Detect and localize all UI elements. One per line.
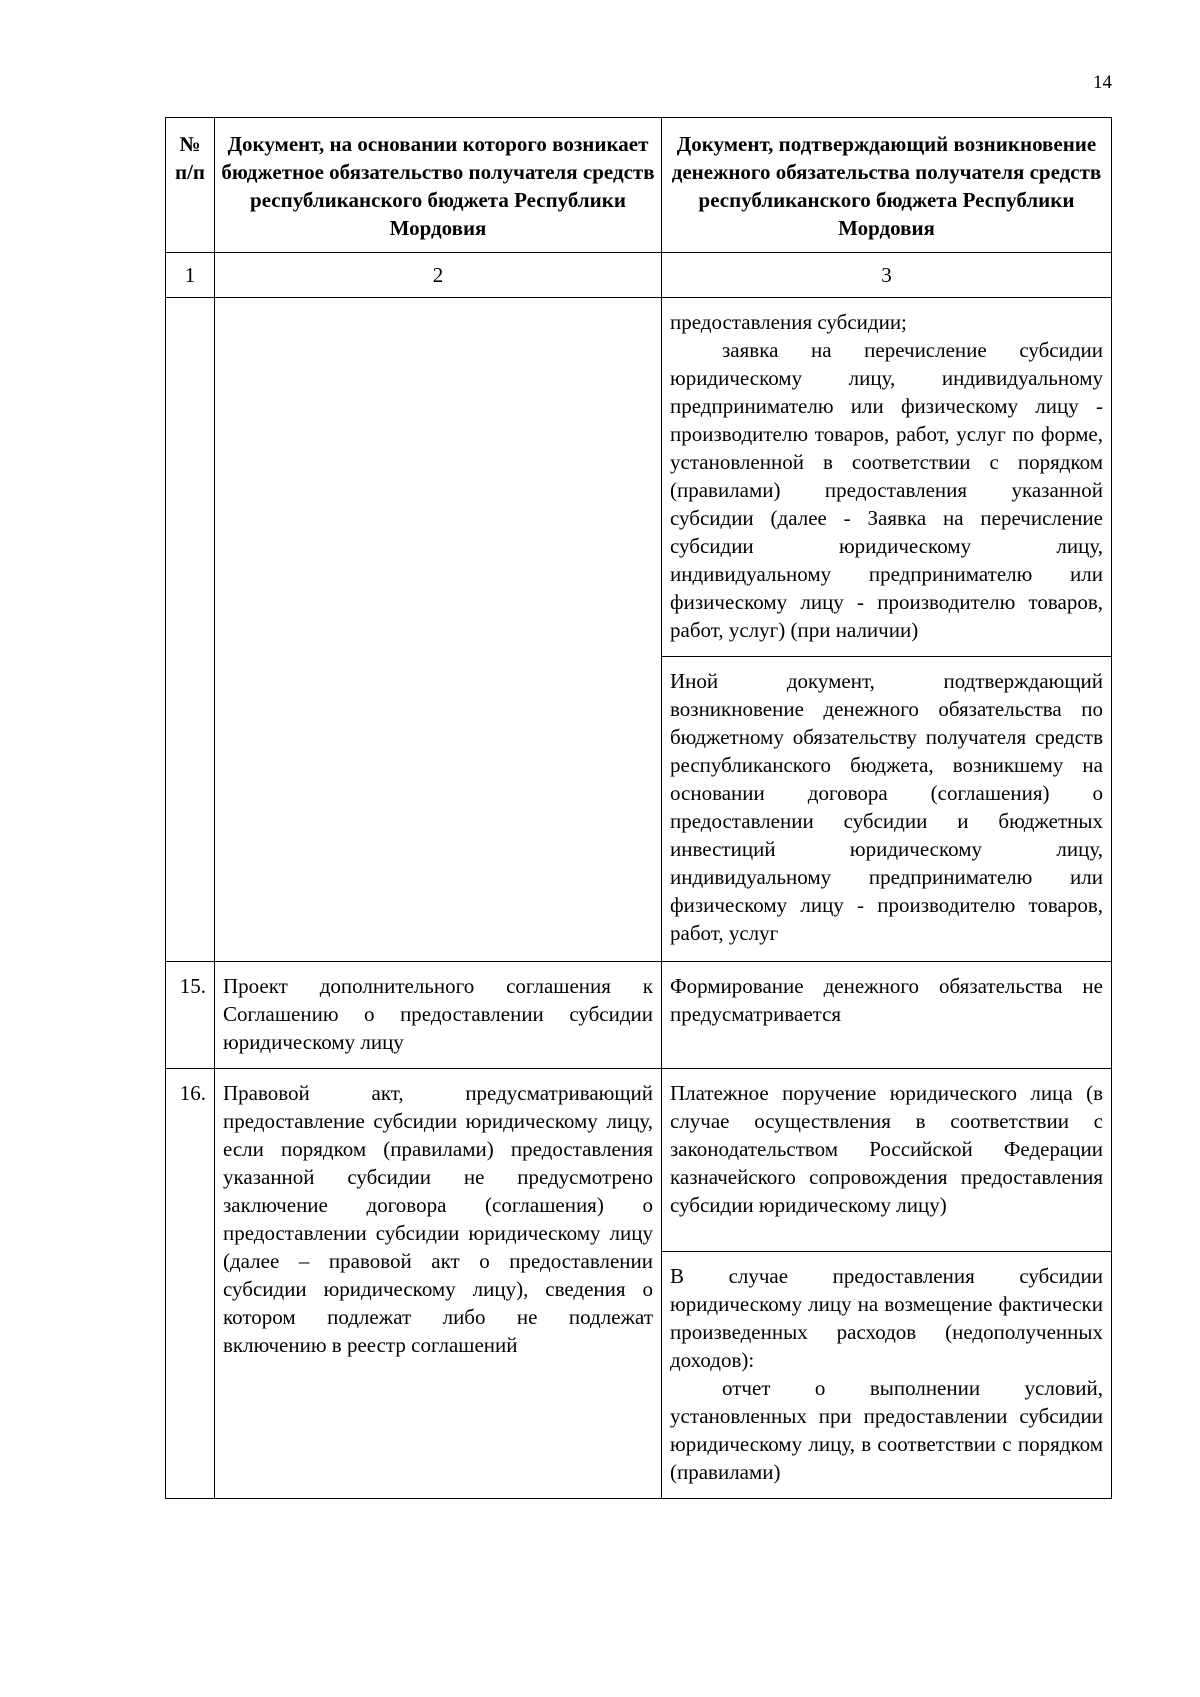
table-row xyxy=(166,298,1112,962)
block-text: предоставления субсидии; xyxy=(670,310,907,334)
document-table xyxy=(165,117,1112,1499)
page-number: 14 xyxy=(1093,72,1112,93)
column-index-2: 2 xyxy=(215,253,662,298)
table-row xyxy=(166,1069,1112,1499)
row-basis-document xyxy=(215,298,662,962)
column-index-row xyxy=(166,253,1112,298)
row-confirming-documents xyxy=(662,1069,1112,1499)
column-index-3: 3 xyxy=(662,253,1112,298)
confirming-document-block xyxy=(662,1069,1111,1252)
confirming-document-block xyxy=(662,657,1111,962)
block-text: Иной документ, подтверждающий возникновение денежного обязательства по бюджетному обязательству получателя средств республиканского бюджета, возникшему на основании договора (соглашения) о предоставлении субсидии и бюджетных инвестиций юридическому лицу, индивидуальному предпринимателю или физическому лицу - производителю товаров, работ, услуг xyxy=(670,669,1103,945)
row-number xyxy=(166,298,215,962)
block-text: отчет о выполнении условий, установленных при предоставлении субсидии юридическому лицу, в соответствии с порядком (правилами) xyxy=(670,1376,1103,1484)
row-confirming-documents xyxy=(662,298,1112,962)
header-monetary-obligation-document: Документ, подтверждающий возникновение денежного обязательства получателя средств республиканского бюджета Республики Мордовия xyxy=(662,118,1112,253)
block-text: В случае предоставления субсидии юридическому лицу на возмещение фактически произведенных расходов (недополученных доходов): xyxy=(670,1264,1103,1372)
row-number: 16. xyxy=(166,1069,215,1499)
row-basis-document: Правовой акт, предусматривающий предоставление субсидии юридическому лицу, если порядком (правилами) предоставления указанной субсидии не предусмотрено заключение договора (соглашения) о предоставлении субсидии юридическому лицу (далее – правовой акт о предоставлении субсидии юридическому лицу), сведения о котором подлежат либо не подлежат включению в реестр соглашений xyxy=(215,1069,662,1499)
block-text: заявка на перечисление субсидии юридическому лицу, индивидуальному предпринимателю или физическому лицу - производителю товаров, работ, услуг по форме, установленной в соответствии с порядком (правилами) предоставления указанной субсидии (далее - Заявка на перечисление субсидии юридическому лицу, индивидуальному предпринимателю или физическому лицу - производителю товаров, работ, услуг) (при наличии) xyxy=(670,338,1103,642)
confirming-documents-list xyxy=(662,298,1111,961)
confirming-document-block xyxy=(662,1252,1111,1499)
row-number: 15. xyxy=(166,962,215,1069)
column-index-1: 1 xyxy=(166,253,215,298)
header-budget-obligation-document: Документ, на основании которого возникает бюджетное обязательство получателя средств республиканского бюджета Республики Мордовия xyxy=(215,118,662,253)
row-confirming-document: Формирование денежного обязательства не предусматривается xyxy=(662,962,1112,1069)
header-number: № п/п xyxy=(166,118,215,253)
row-basis-document: Проект дополнительного соглашения к Соглашению о предоставлении субсидии юридическому лицу xyxy=(215,962,662,1069)
confirming-documents-list xyxy=(662,1069,1111,1498)
confirming-document-block xyxy=(662,298,1111,657)
table-row xyxy=(166,962,1112,1069)
table-header-row xyxy=(166,118,1112,253)
block-text: Платежное поручение юридического лица (в случае осуществления в соответствии с законодательством Российской Федерации казначейского сопровождения предоставления субсидии юридическому лицу) xyxy=(670,1081,1103,1217)
